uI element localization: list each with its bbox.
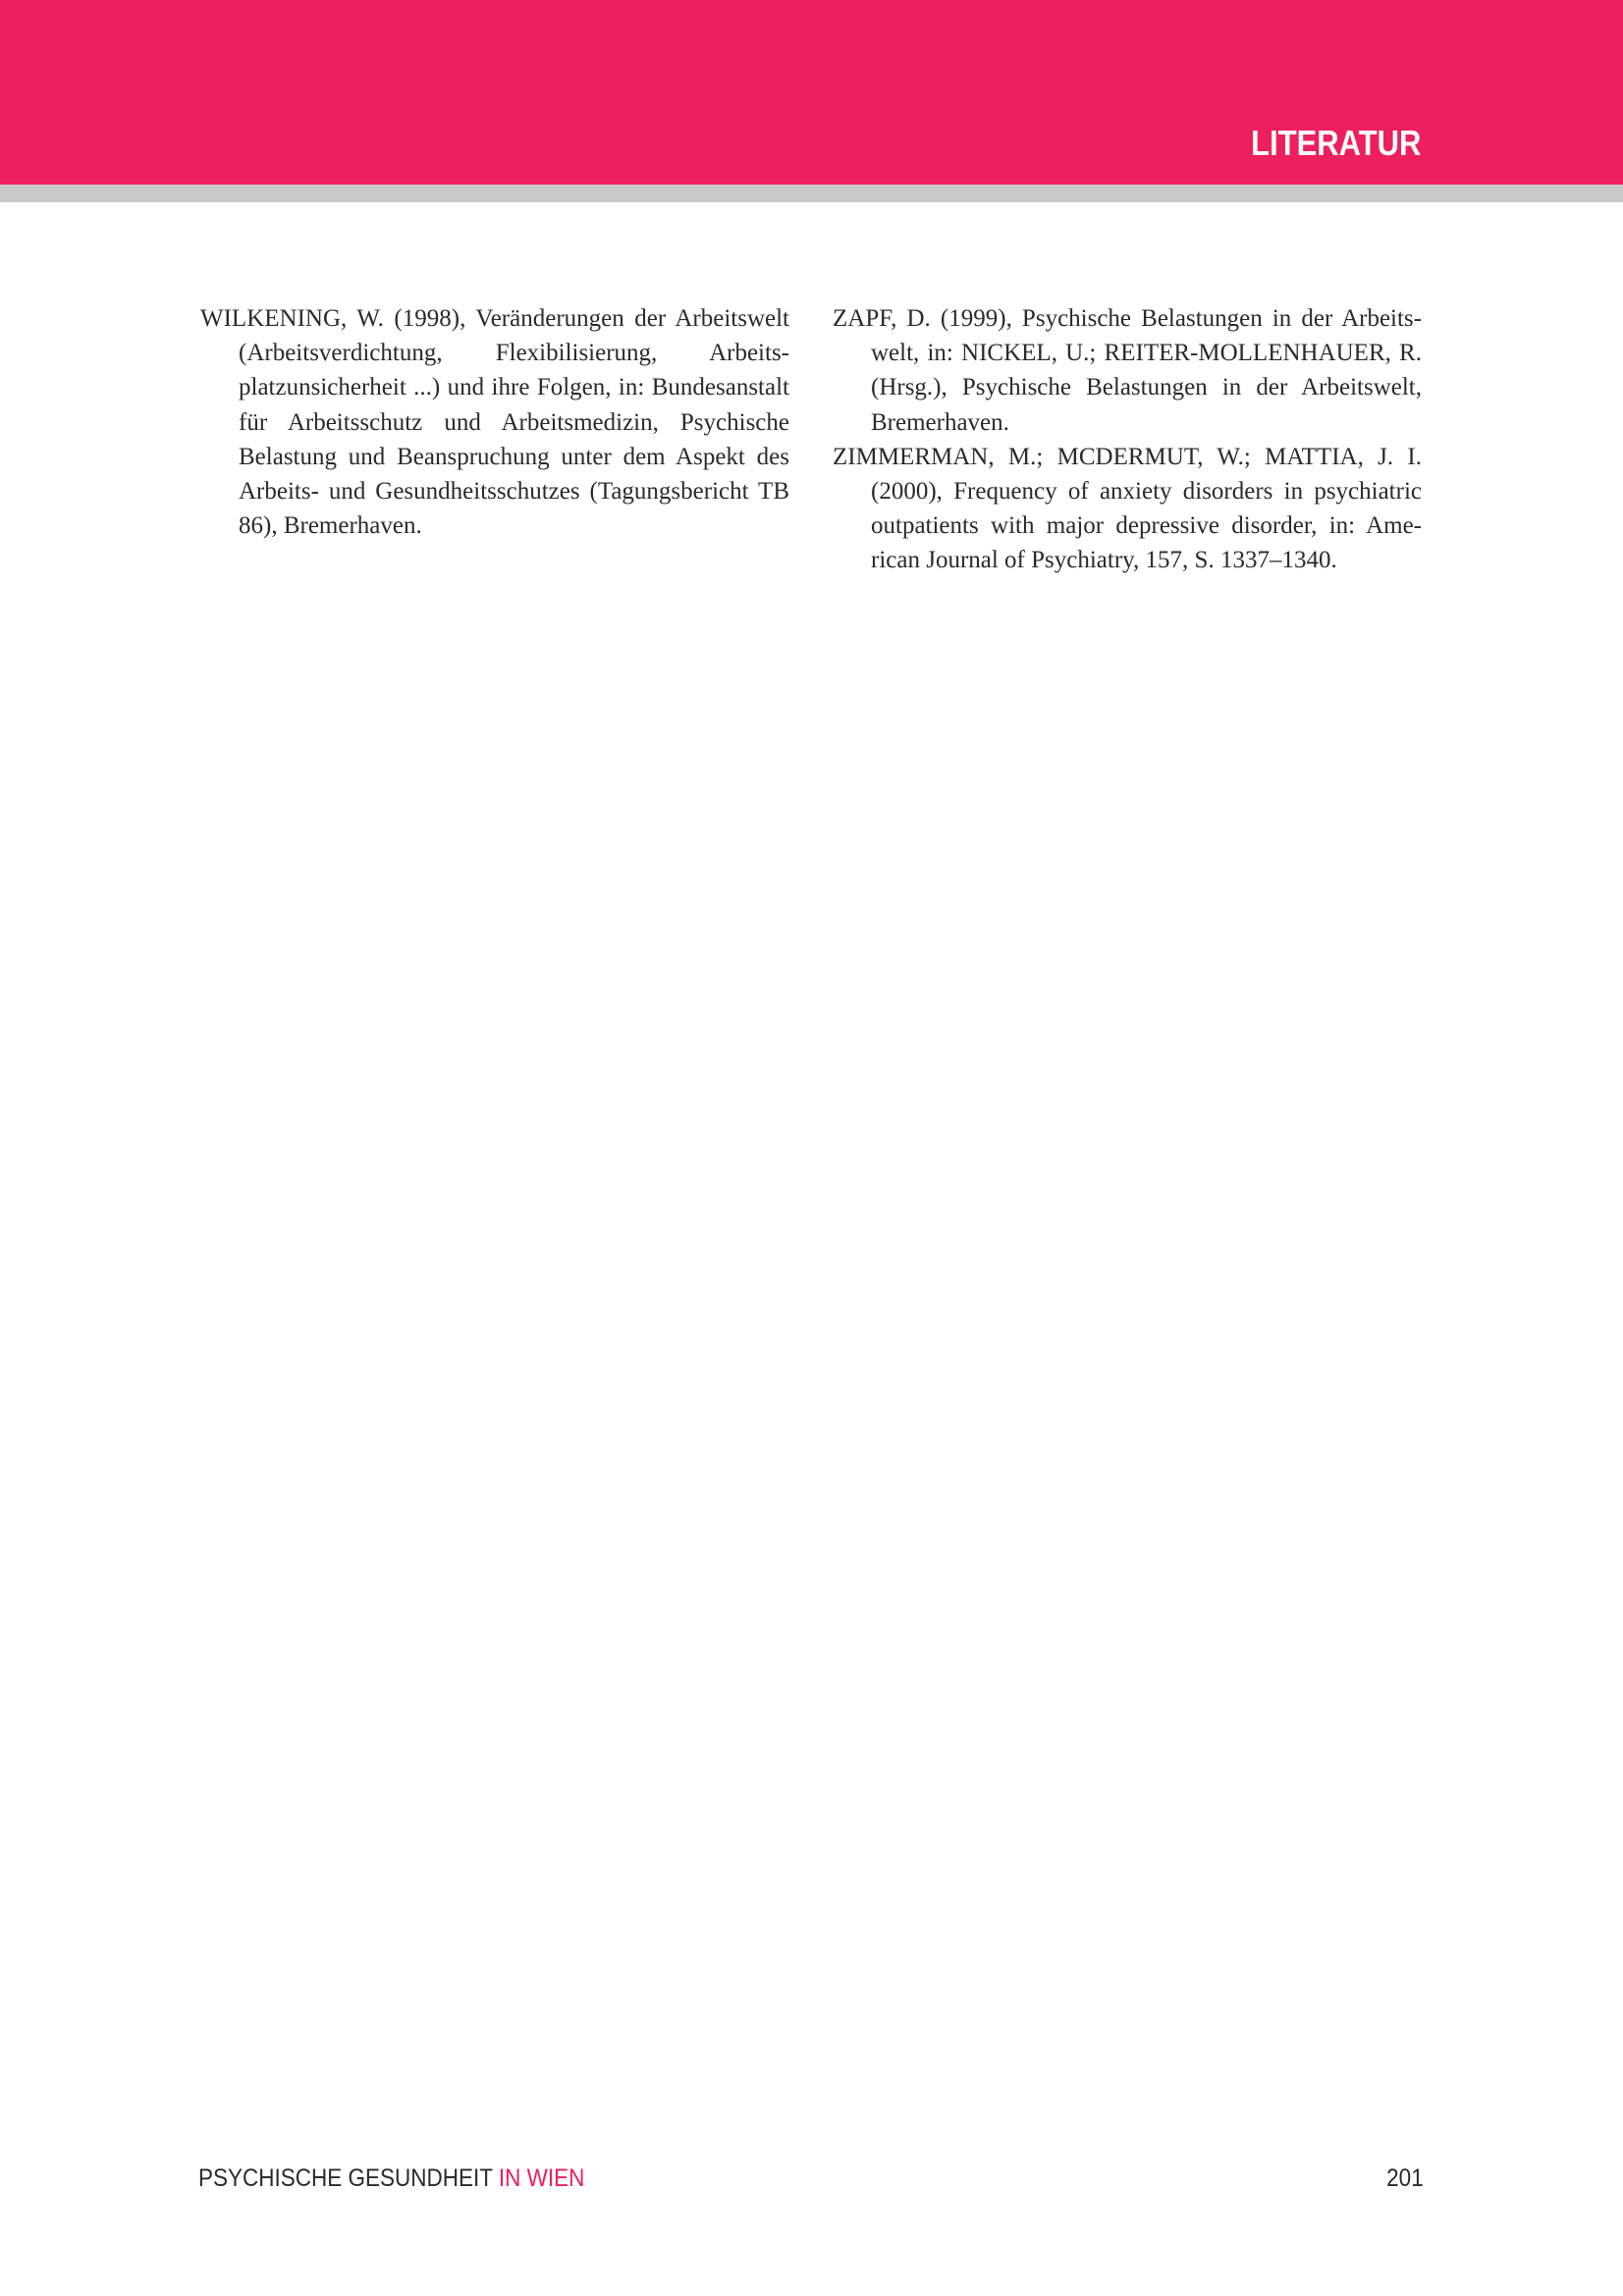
footer-publication-main: PSYCHISCHE GESUNDHEIT	[198, 2164, 499, 2192]
footer-publication-title	[198, 2163, 584, 2193]
reference-entry: ZIMMERMAN, M.; MCDERMUT, W.; MATTIA, J. I. (2000), Frequency of anxiety disorders in psychiatric outpatients with major depressive disorder, in: American Journal of Psychiatry, 157, S. 1337–1340.	[833, 443, 1422, 574]
references-right-column	[833, 301, 1422, 578]
references-left-column	[200, 301, 789, 543]
page-number: 201	[1386, 2164, 1424, 2192]
header-rule	[0, 185, 1623, 202]
reference-entry: WILKENING, W. (1998), Veränderungen der Arbeitswelt (Arbeitsverdichtung, Flexibilisierung, Arbeitsplatzunsicherheit ...) und ihre Folgen, in: Bundesanstalt für Arbeitsschutz und Arbeitsmedizin, Psychische Belastung und Beanspruchung unter dem Aspekt des Arbeits- und Gesundheitsschutzes (Tagungsbericht TB 86), Bremerhaven.	[200, 305, 789, 540]
section-title: LITERATUR	[1250, 123, 1421, 163]
footer-publication-accent: IN WIEN	[498, 2164, 585, 2192]
reference-entry: ZAPF, D. (1999), Psychische Belastungen in der Arbeitswelt, in: NICKEL, U.; REITER-MOLLENHAUER, R. (Hrsg.), Psychische Belastungen in der Arbeitswelt, Bremerhaven.	[833, 305, 1422, 436]
